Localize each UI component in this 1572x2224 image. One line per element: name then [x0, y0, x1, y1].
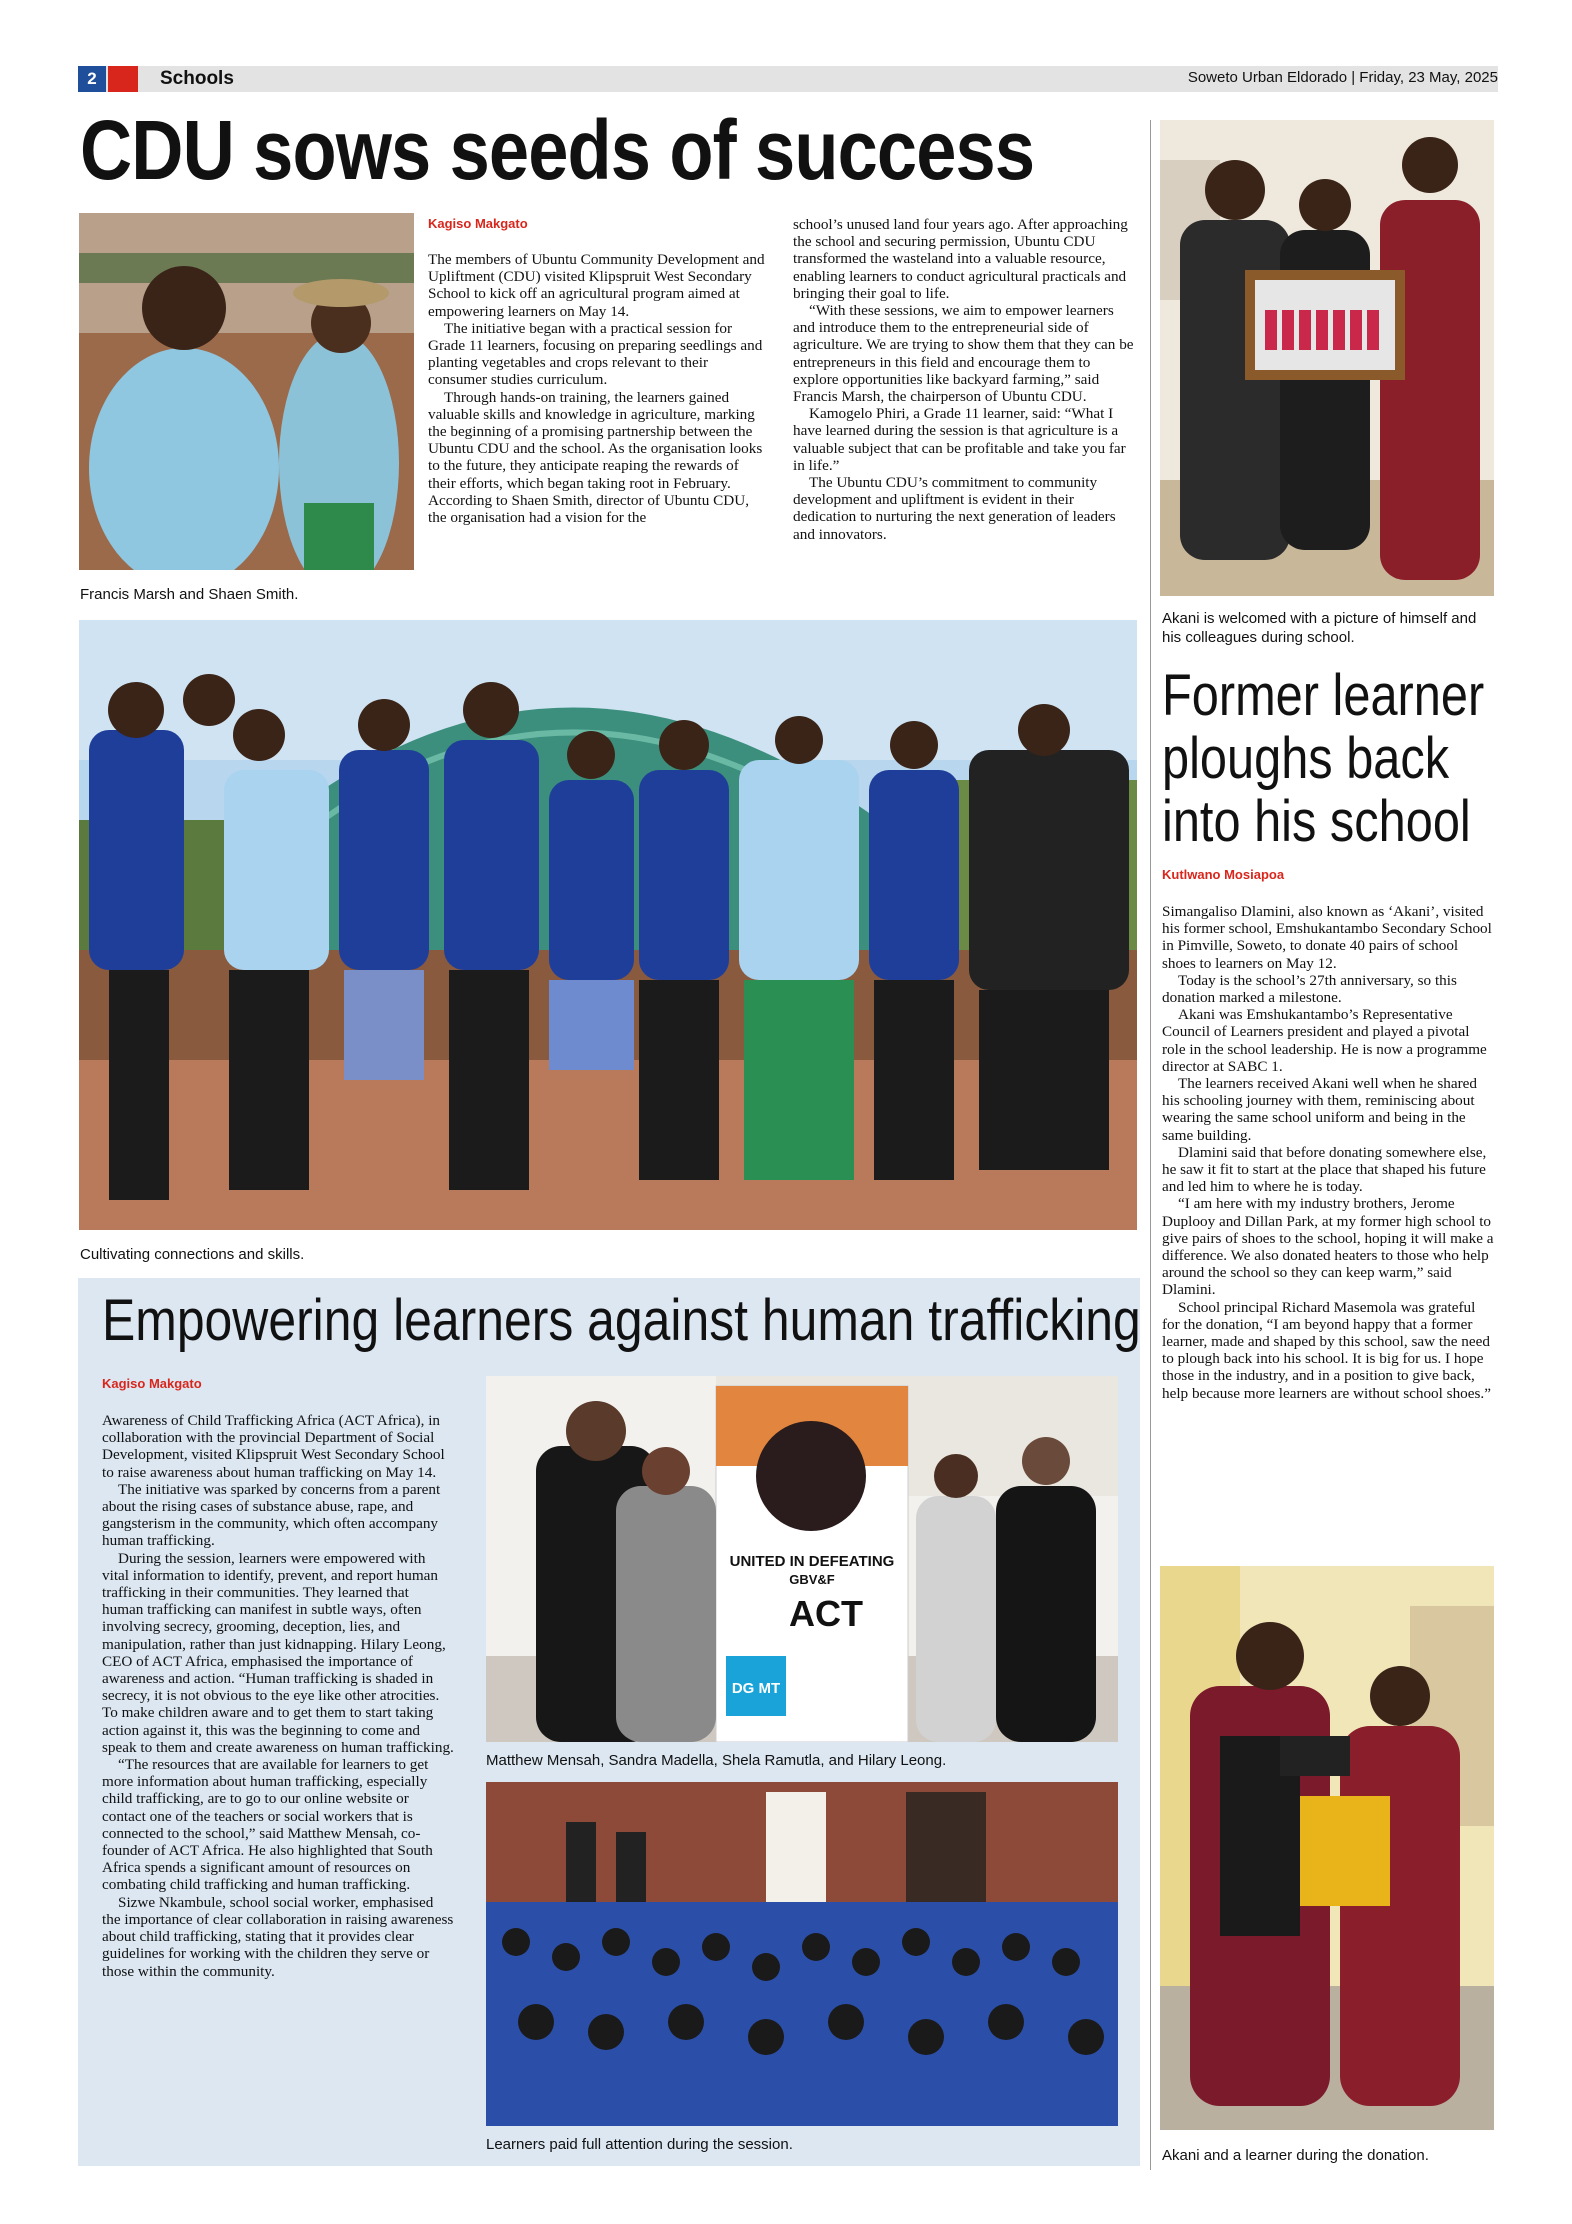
paragraph: The initiative began with a practical session for Grade 11 learners, focusing on preparing seedlings and planting vegetables and crops relevant to their consumer studies curriculum. — [428, 319, 763, 389]
paragraph: Awareness of Child Trafficking Africa (ACT Africa), in collaboration with the provincial Department of Social Development, visited Klipspruit West Secondary School to raise awareness about human trafficking on May 14. — [102, 1412, 445, 1481]
photo-akani-welcomed-with-picture — [1160, 120, 1494, 596]
paragraph: Sizwe Nkambule, school social worker, emphasised the importance of clear collaboration in raising awareness about child trafficking, stating that it provides clear guidelines for working with the children they serve or those within the community. — [102, 1893, 454, 1980]
story3-headline — [1162, 664, 1484, 853]
headline-line: Former learner — [1162, 663, 1485, 728]
photo-learners-session-audience — [486, 1782, 1118, 2126]
paragraph: The learners received Akani well when he shared his schooling journey with them, reminiscing about wearing the same school uniform and being in the same building. — [1162, 1075, 1477, 1144]
story1-byline: Kagiso Makgato — [428, 216, 528, 231]
story2-headline: Empowering learners against human trafficking — [102, 1288, 1141, 1353]
paragraph: The initiative was sparked by concerns from a parent about the rising cases of substance abuse, rape, and gangsterism in the community, which often accompany human trafficking. — [102, 1480, 441, 1550]
photo-akani-and-learner-donation — [1160, 1566, 1494, 2130]
paragraph: The Ubuntu CDU’s commitment to community development and upliftment is evident in their dedication to nurturing the next generation of leaders and innovators. — [793, 474, 1116, 543]
paragraph: The members of Ubuntu Community Development and Upliftment (CDU) visited Klipspruit West Secondary School to kick off an agricultural program aimed at empowering learners on May 14. — [428, 251, 765, 320]
dateline: Soweto Urban Eldorado | Friday, 23 May, 2025 — [1187, 69, 1498, 86]
story3-photo1-caption: Akani is welcomed with a picture of himself and his colleagues during school. — [1162, 610, 1477, 646]
dgmt-logo: DG MT — [731, 1680, 781, 1697]
paragraph: Today is the school’s 27th anniversary, so this donation marked a milestone. — [1162, 971, 1457, 1007]
story3-byline: Kutlwano Mosiapoa — [1162, 867, 1285, 882]
story1-column-2 — [793, 216, 1135, 543]
paragraph: “I am here with my industry brothers, Jerome Duplooy and Dillan Park, at my former high school to give pairs of shoes to the school, hoping it will make a difference. We also donated heaters to those who help around the school so they can keep warm,” said Dlamini. — [1162, 1195, 1494, 1299]
story3-photo2-caption: Akani and a learner during the donation. — [1162, 2147, 1429, 2164]
story1-headline: CDU sows seeds of success — [80, 103, 1035, 197]
column-divider — [1150, 120, 1151, 2170]
story2-photo2-caption: Learners paid full attention during the session. — [486, 2136, 793, 2153]
banner-subtitle-text: GBV&F — [789, 1572, 835, 1587]
photo-act-africa-team — [486, 1376, 1118, 1742]
photo-francis-marsh-shaen-smith — [79, 213, 414, 570]
paragraph: Through hands-on training, the learners gained valuable skills and knowledge in agriculture, marking the beginning of a promising partnership between the Ubuntu CDU and the school. As the organisation looks to the future, they anticipate reaping the rewards of their efforts, which began taking root in February. According to Shaen Smith, director of Ubuntu CDU, the organisation had a vision for the — [428, 388, 763, 527]
paragraph: “With these sessions, we aim to empower learners and introduce them to the entrepreneurial side of agriculture. We are trying to show them that they can be entrepreneurs in this field and encourage them to explore opportunities like backyard farming,” said Francis Marsh, the chairperson of Ubuntu CDU. — [793, 302, 1134, 406]
story2-byline: Kagiso Makgato — [102, 1376, 202, 1391]
section-label: Schools — [160, 68, 234, 89]
story2-photo1-caption: Matthew Mensah, Sandra Madella, Shela Ramutla, and Hilary Leong. — [486, 1752, 947, 1769]
page-number: 2 — [78, 66, 106, 92]
paragraph: Kamogelo Phiri, a Grade 11 learner, said: “What I have learned during the session is that agriculture is a valuable subject that can be profitable and take you far in life.” — [793, 405, 1126, 474]
paragraph: During the session, learners were empowered with vital information to identify, prevent, and report human trafficking in their communities. They learned that human trafficking can manifest in subtle ways, often involving secrecy, grooming, deception, lies, and manipulation, rather than just kidnapping. Hilary Leong, CEO of ACT Africa, emphasised the importance of awareness and action. “Human trafficking is shaded in secrecy, it is not obvious to the eye like other atrocities. To make children aware and to get them to start taking action against it, this was the beginning to come and speak to them and create awareness on human trafficking. — [102, 1549, 454, 1756]
paragraph: Simangaliso Dlamini, also known as ‘Akani’, visited his former school, Emshukantambo Secondary School in Pimville, Soweto, to donate 40 pairs of school shoes to learners on May 12. — [1162, 903, 1492, 972]
story1-photo1-caption: Francis Marsh and Shaen Smith. — [80, 586, 299, 603]
headline-line: ploughs back — [1162, 726, 1450, 791]
story3-body — [1162, 903, 1494, 1402]
paragraph: Dlamini said that before donating somewhere else, he saw it fit to start at the place that shaped his future and led him to where he is today. — [1162, 1143, 1487, 1196]
paragraph: School principal Richard Masemola was grateful for the donation, “I am beyond happy that a former learner, made and shaped by this school, saw the need to plough back into his school. It is big for us. I hope those in the industry, and in a position to give back, help because more learners are without school shoes.” — [1162, 1298, 1491, 1402]
paragraph: “The resources that are available for learners to get more information about human trafficking, especially child trafficking, are to go to our online website or contact one of the teachers or social workers that is connected to the school,” said Matthew Mensah, co-founder of ACT Africa. He also highlighted that South Africa spends a significant amount of resources on combating child trafficking and human trafficking. — [102, 1756, 433, 1894]
photo-group-learners-greenhouse — [79, 620, 1137, 1230]
paragraph: Akani was Emshukantambo’s Representative Council of Learners president and played a pivotal role in the school leadership. He is now a programme director at SABC 1. — [1162, 1006, 1487, 1075]
headline-line: into his school — [1162, 789, 1471, 854]
banner-headline-text: UNITED IN DEFEATING — [729, 1553, 895, 1570]
story1-photo2-caption: Cultivating connections and skills. — [80, 1246, 305, 1263]
paragraph: school’s unused land four years ago. After approaching the school and securing permission, Ubuntu CDU transformed the wasteland into a valuable resource, enabling learners to conduct agricultural practicals and bringing their goal to life. — [793, 216, 1128, 302]
story1-column-1 — [428, 251, 770, 526]
story2-body — [102, 1412, 454, 1980]
act-logo: ACT — [789, 1593, 863, 1634]
section-color-block — [108, 66, 138, 92]
